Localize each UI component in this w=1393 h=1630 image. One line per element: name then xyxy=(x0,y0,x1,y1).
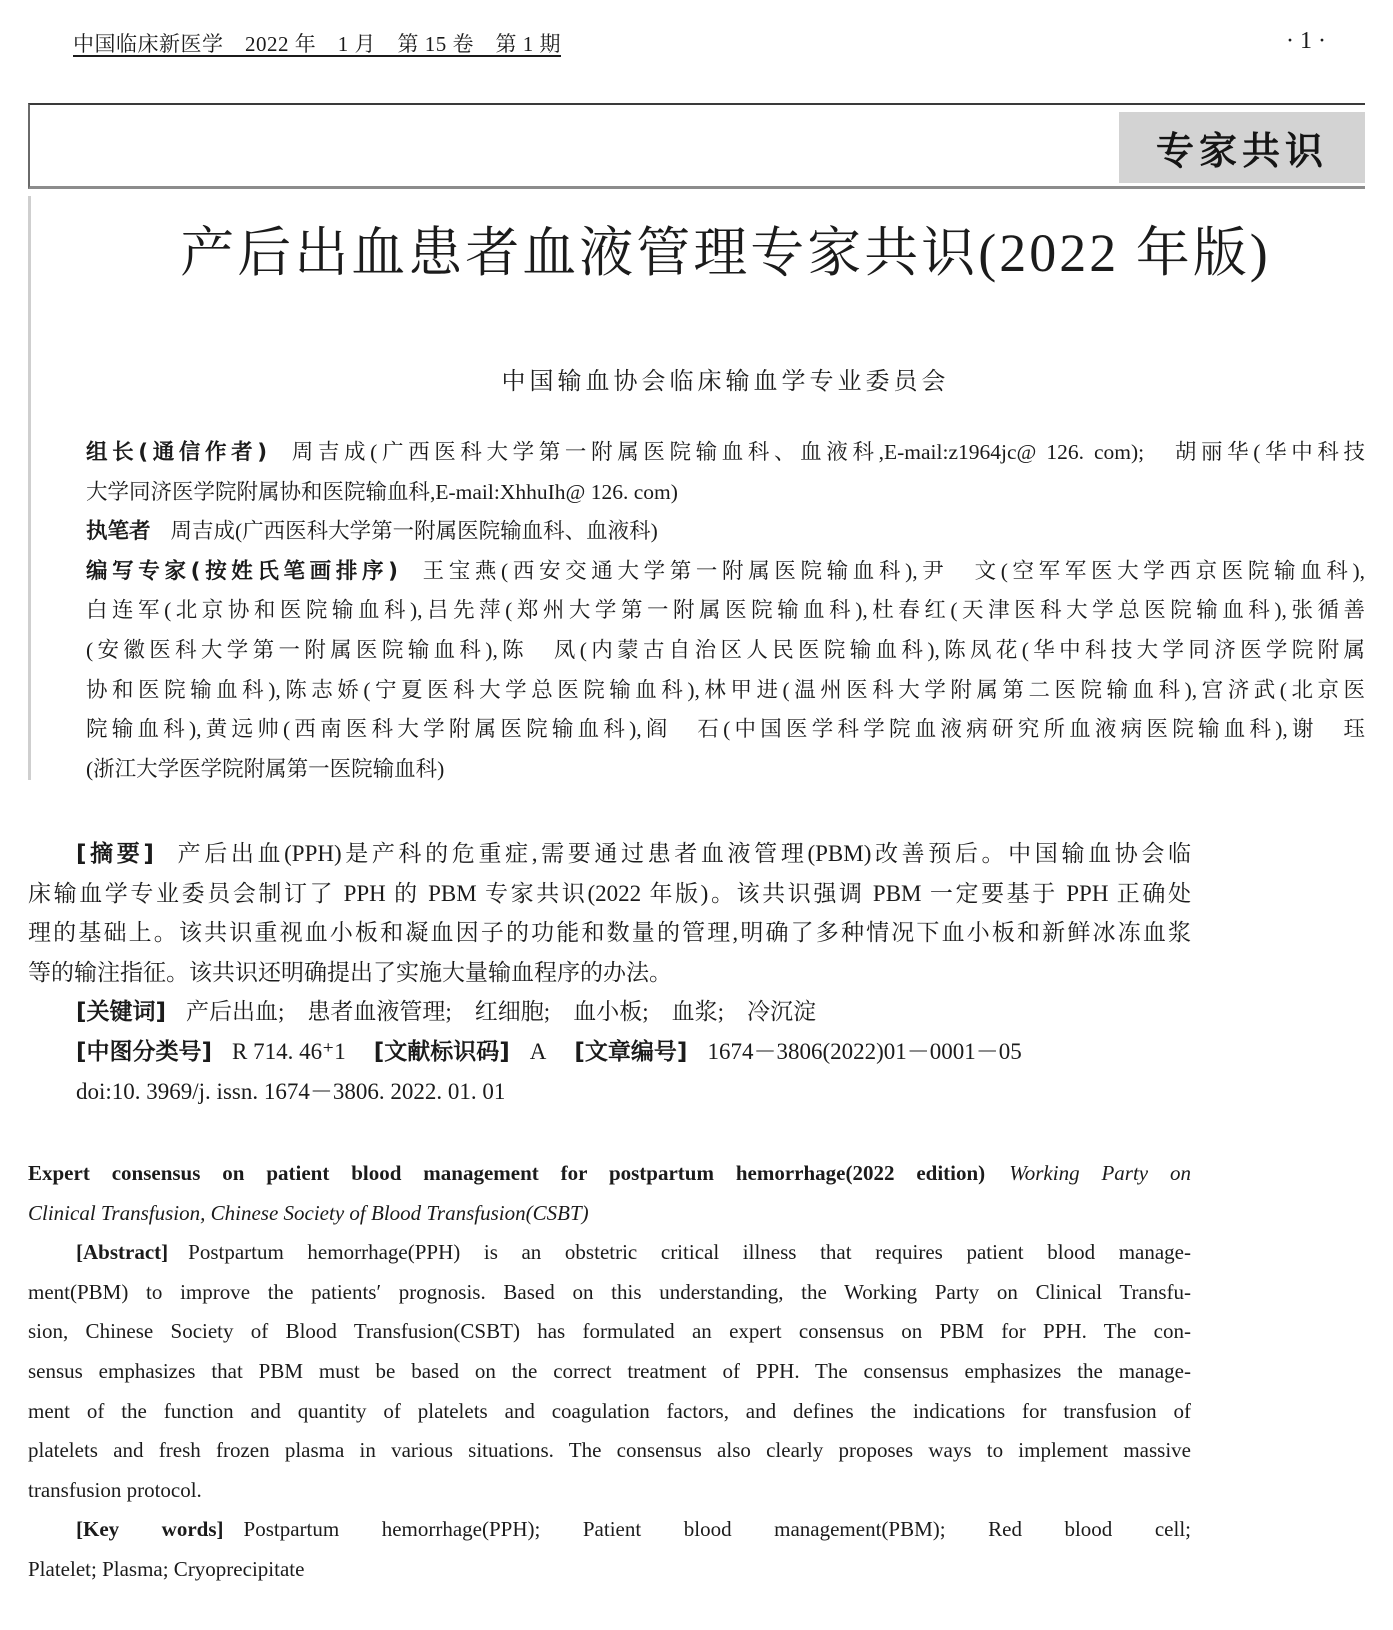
abstract-cn-text: 产后出血(PPH)是产科的危重症,需要通过患者血液管理(PBM)改善预后。中国输血协会临 xyxy=(173,841,1191,866)
page-number: ·1· xyxy=(1286,28,1332,54)
author-line xyxy=(86,710,1365,750)
abstract-cn-line: 等的输注指征。该共识还明确提出了实施大量输血程序的办法。 xyxy=(28,959,672,985)
abstract-cn-line xyxy=(28,834,1191,874)
author-list xyxy=(86,433,1365,789)
keywords-cn-label: [关键词] xyxy=(76,999,167,1026)
author-line-text: 协和医院输血科),陈志娇(宁夏医科大学总医院输血科),林甲进(温州医科大学附属第二医院输血科),宫济武(北京医 xyxy=(86,677,1365,702)
abstract-en-label: [Abstract] xyxy=(76,1240,169,1265)
article-title: 产后出血患者血液管理专家共识(2022 年版) xyxy=(180,223,1271,283)
english-byline: Clinical Transfusion, Chinese Society of Blood Transfusion(CSBT) xyxy=(28,1200,589,1225)
author-line-text: 王宝燕(西安交通大学第一附属医院输血科),尹 文(空军军医大学西京医院输血科), xyxy=(417,558,1365,583)
abstract-cn-label: [摘要] xyxy=(76,841,154,867)
abstract-en-line: platelets and fresh frozen plasma in various situations. The consensus also clearly proposes ways to implement massive xyxy=(28,1438,1191,1463)
side-rule xyxy=(28,196,31,780)
author-line xyxy=(86,671,1365,711)
keywords-en-label: [Key words] xyxy=(76,1517,224,1542)
abstract-cn-line: 床输血学专业委员会制订了 PPH 的 PBM 专家共识(2022 年版)。该共识强调 PBM 一定要基于 PPH 正确处 xyxy=(28,880,1191,906)
doc-code-label: [文献标识码] xyxy=(373,1038,510,1065)
author-line xyxy=(86,552,1365,592)
author-line-text: 周吉成(广西医科大学第一附属医院输血科、血液科) xyxy=(170,519,658,544)
author-line-text: 院输血科),黄远帅(西南医科大学附属医院输血科),阎 石(中国医学科学院血液病研究所血液病医院输血科),谢 珏 xyxy=(86,717,1365,742)
keywords-en-line xyxy=(28,1510,1191,1550)
keywords-cn xyxy=(28,992,1191,1032)
clc-label: [中图分类号] xyxy=(76,1038,213,1065)
author-organization: 中国输血协会临床输血学专业委员会 xyxy=(501,369,950,395)
doc-code-value: A xyxy=(529,1038,547,1064)
abstract-en-line xyxy=(28,1233,1191,1273)
running-header: 中国临床新医学 2022 年 1 月 第 15 卷 第 1 期 xyxy=(73,32,561,56)
author-line xyxy=(86,750,1365,790)
article-no-value: 1674－3806(2022)01－0001－05 xyxy=(707,1038,1022,1064)
author-role-label: 编写专家(按姓氏笔画排序) xyxy=(86,558,398,584)
author-line-text: (安徽医科大学第一附属医院输血科),陈 凤(内蒙古自治区人民医院输血科),陈凤花(华中科技大学同济医学院附属 xyxy=(86,637,1365,662)
author-line-text: (浙江大学医学院附属第一医院输血科) xyxy=(86,756,445,781)
author-line xyxy=(86,512,1365,552)
author-line xyxy=(86,591,1365,631)
clc-value: R 714. 46⁺1 xyxy=(232,1038,346,1064)
abstract-en-line: transfusion protocol. xyxy=(28,1477,202,1502)
english-abstract xyxy=(28,1154,1191,1590)
author-line xyxy=(86,433,1365,473)
english-title: Expert consensus on patient blood management for postpartum hemorrhage(2022 edition) xyxy=(28,1161,986,1185)
english-title-line xyxy=(28,1154,1191,1194)
abstract-en-line: sensus emphasizes that PBM must be based on the correct treatment of PPH. The consensus emphasizes the manage- xyxy=(28,1358,1191,1383)
classification-line xyxy=(28,1032,1191,1072)
doi: doi:10. 3969/j. issn. 1674－3806. 2022. 01. 01 xyxy=(76,1078,506,1104)
abstract-en-line: sion, Chinese Society of Blood Transfusion(CSBT) has formulated an expert consensus on PBM for PPH. The con- xyxy=(28,1319,1191,1344)
english-byline: Working Party on xyxy=(1009,1161,1191,1185)
abstract-cn-line: 理的基础上。该共识重视血小板和凝血因子的功能和数量的管理,明确了多种情况下血小板和新鲜冰冻血浆 xyxy=(28,920,1191,946)
abstract-en-line: ment of the function and quantity of platelets and coagulation factors, and defines the indications for transfusion of xyxy=(28,1398,1191,1423)
article-no-label: [文章编号] xyxy=(574,1038,688,1065)
author-line-text: 白连军(北京协和医院输血科),吕先萍(郑州大学第一附属医院输血科),杜春红(天津医科大学总医院输血科),张循善 xyxy=(86,598,1365,623)
author-role-label: 执笔者 xyxy=(86,519,151,545)
author-line-text: 大学同济医学院附属协和医院输血科,E-mail:XhhuIh@ 126. com) xyxy=(86,479,678,504)
section-label: 专家共识 xyxy=(1119,112,1365,183)
author-line-text: 周吉成(广西医科大学第一附属医院输血科、血液科,E-mail:z1964jc@ 126. com); 胡丽华(华中科技 xyxy=(287,440,1365,464)
keywords-cn-text: 产后出血; 患者血液管理; 红细胞; 血小板; 血浆; 冷沉淀 xyxy=(186,999,816,1025)
author-line xyxy=(86,473,1365,513)
chinese-abstract xyxy=(28,834,1191,1111)
keywords-en-line: Platelet; Plasma; Cryoprecipitate xyxy=(28,1556,305,1581)
author-line xyxy=(86,631,1365,671)
author-role-label: 组长(通信作者) xyxy=(86,440,268,465)
abstract-en-text: Postpartum hemorrhage(PPH) is an obstetric critical illness that requires patient blood manage- xyxy=(188,1240,1191,1265)
abstract-en-line: ment(PBM) to improve the patients′ prognosis. Based on this understanding, the Working Party on Clinical Transfu- xyxy=(28,1279,1191,1304)
keywords-en-text: Postpartum hemorrhage(PPH); Patient blood management(PBM); Red blood cell; xyxy=(243,1517,1191,1542)
